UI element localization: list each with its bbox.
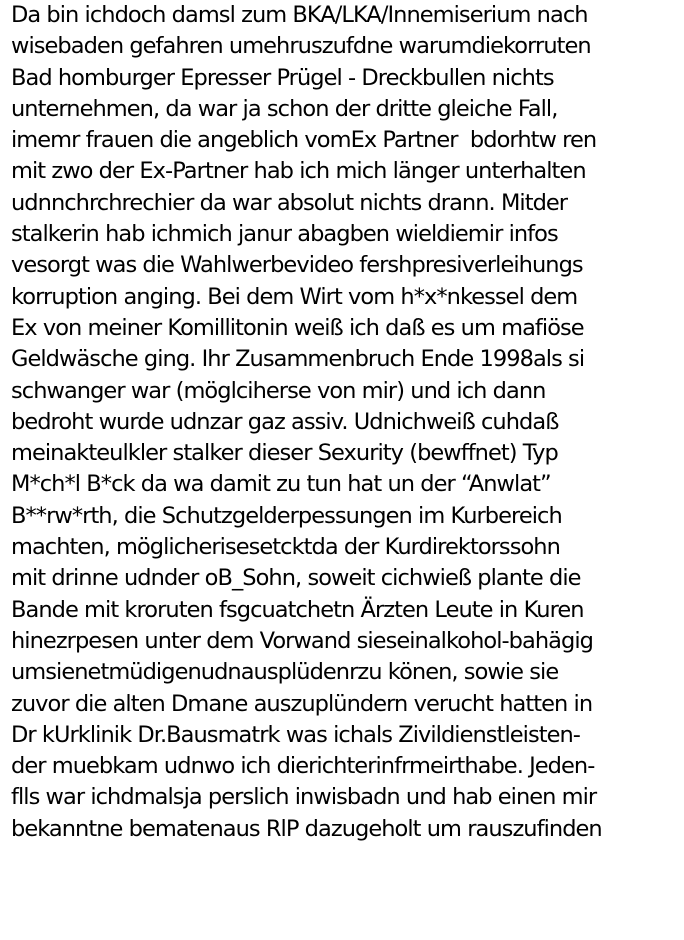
document-page [11,0,681,845]
text-line: wisebaden gefahren umehruszufdne warumdiekorruten [11,33,591,60]
text-line: Dr kUrklinik Dr.Bausmatrk was ichals Zivildienstleisten- [11,721,580,748]
text-line: machten, möglicherisesetcktda der Kurdirektorssohn [11,534,560,561]
text-line: Bad homburger Epresser Prügel - Dreckbullen nichts [11,64,554,91]
text-line: schwanger war (möglciherse von mir) und ich dann [11,377,546,404]
text-line: stalkerin hab ichmich janur abagben wieldiemir infos [11,221,558,248]
text-line: bekanntne bematenaus RlP dazugeholt um rauszufinden [11,815,602,842]
text-line: Geldwäsche ging. Ihr Zusammenbruch Ende 1998als si [11,346,585,373]
text-line: umsienetmüdigenudnausplüdenrzu könen, sowie sie [11,659,559,686]
text-line: mit zwo der Ex-Partner hab ich mich länger unterhalten [11,158,586,185]
text-line: imemr frauen die angeblich vomEx Partner bdorhtw ren [11,127,597,154]
text-line: meinakteulkler stalker dieser Sexurity (bewffnet) Typ [11,440,558,467]
text-line: hinezrpesen unter dem Vorwand sieseinalkohol-bahägig [11,627,593,654]
text-line: unternehmen, da war ja schon der dritte gleiche Fall, [11,95,558,122]
text-line: korruption anging. Bei dem Wirt vom h*x*nkessel dem [11,283,578,310]
text-line: Da bin ichdoch damsl zum BKA/LKA/Innemiserium nach [11,2,588,28]
text-line: M*ch*l B*ck da wa damit zu tun hat un der “Anwlat” [11,471,551,498]
text-line: bedroht wurde udnzar gaz assiv. Udnichweiß cuhdaß [11,408,559,435]
text-line: Bande mit kroruten fsgcuatchetn Ärzten Leute in Kuren [11,596,584,623]
text-line: B**rw*rth, die Schutzgelderpessungen im Kurbereich [11,502,562,529]
text-line: mit drinne udnder oB_Sohn, soweit cichwieß plante die [11,565,581,592]
text-line: udnnchrchrechier da war absolut nichts drann. Mitder [11,189,568,216]
text-line: vesorgt was die Wahlwerbevideo fershpresiverleihungs [11,252,583,279]
text-line: der muebkam udnwo ich dierichterinfrmeirthabe. Jeden- [11,753,595,780]
text-line: flls war ichdmalsja perslich inwisbadn und hab einen mir [11,784,597,811]
text-line: Ex von meiner Komillitonin weiß ich daß es um mafiöse [11,314,584,341]
text-line: zuvor die alten Dmane auszuplündern verucht hatten in [11,690,593,717]
